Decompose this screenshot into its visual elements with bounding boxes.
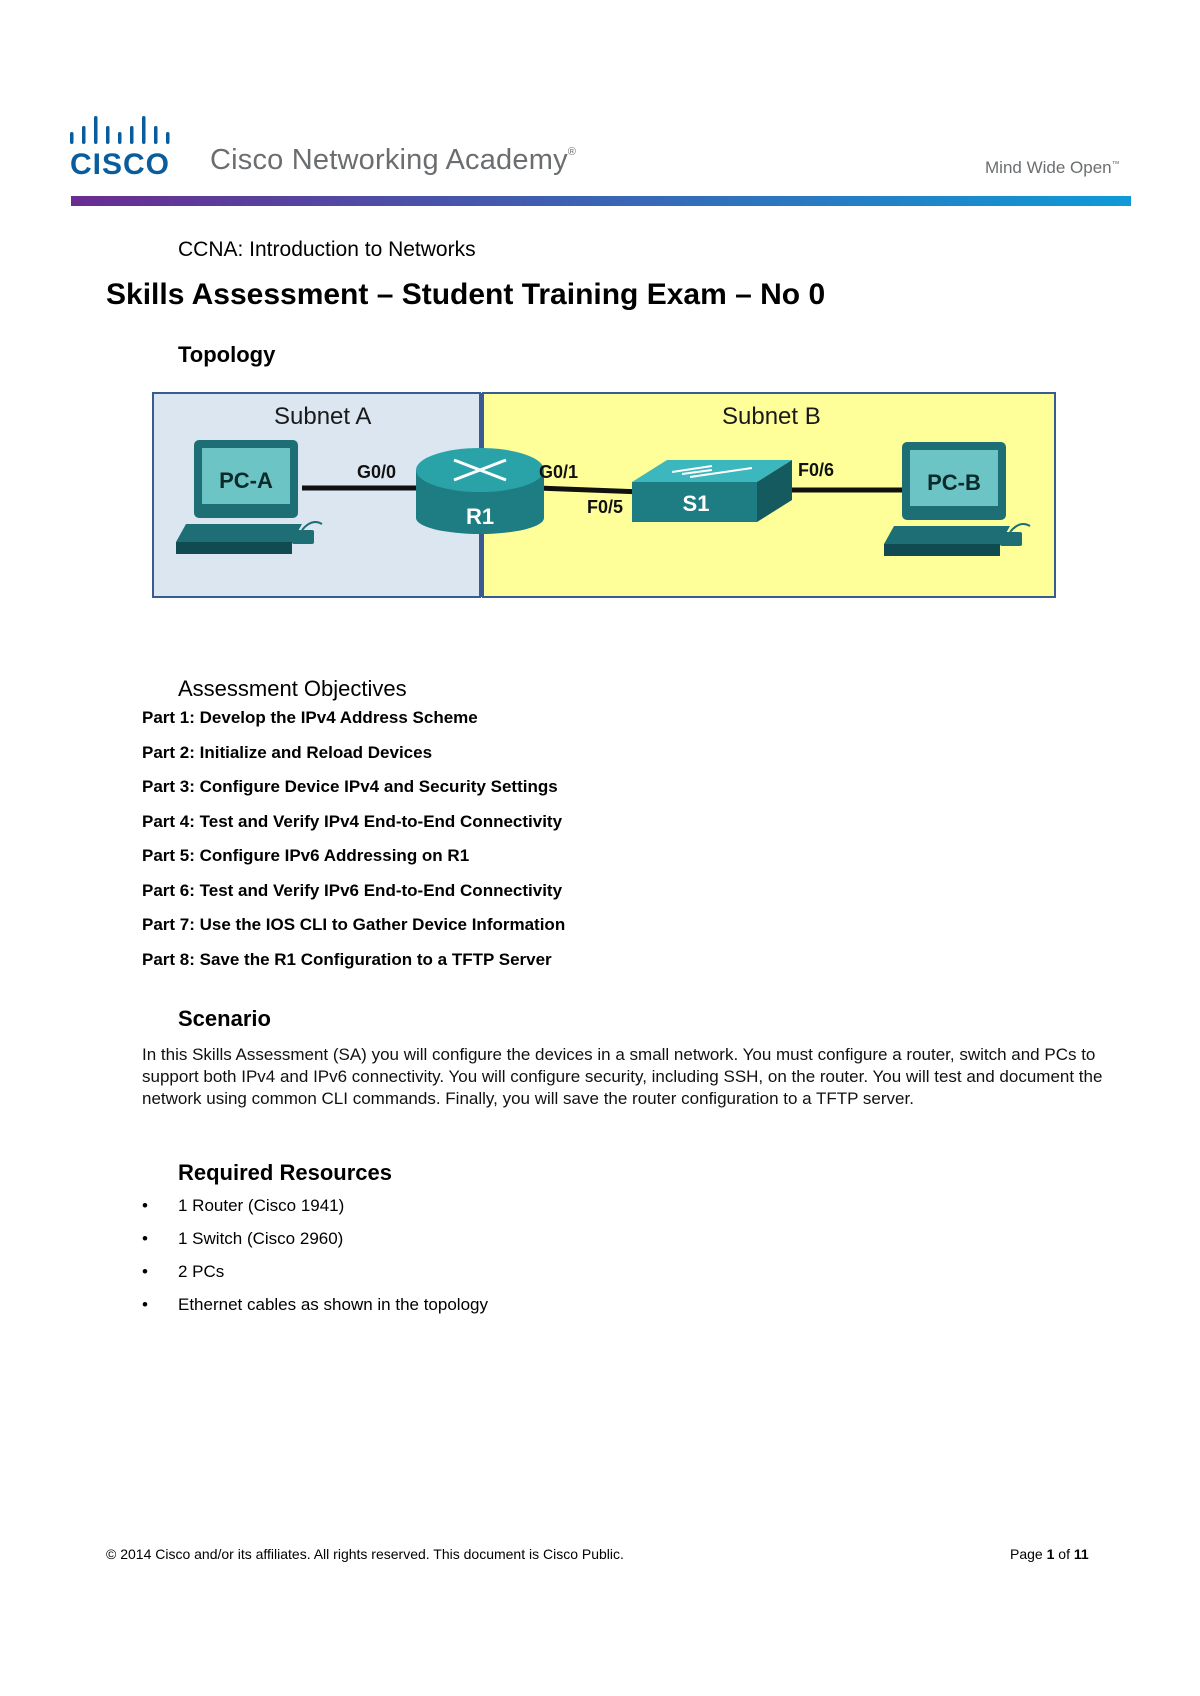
subnet-a-label: Subnet A <box>274 403 372 430</box>
tagline: Mind Wide Open™ <box>985 158 1120 177</box>
router-label: R1 <box>465 504 495 529</box>
objective-item: Part 2: Initialize and Reload Devices <box>142 742 433 762</box>
scenario-text: In this Skills Assessment (SA) you will configure the devices in a small network. You must configure a router, switch and PCs to support both IPv4 and IPv6 connectivity. You will configure security, including SSH, on the router. You will test and document the network using common CLI commands. Finally, you will save the router configuration to a TFTP server. <box>142 1045 1103 1108</box>
objectives-list <box>142 708 565 984</box>
router-r1-icon <box>416 448 544 534</box>
objective-item: Part 3: Configure Device IPv4 and Security Settings <box>142 777 558 796</box>
bullet: • <box>142 1295 148 1314</box>
resource-item: • 2 PCs <box>142 1262 225 1281</box>
port-label-f06: F0/6 <box>798 460 835 480</box>
footer-copyright: © 2014 Cisco and/or its affiliates. All rights reserved. This document is Cisco Public. <box>106 1546 624 1562</box>
objective-item: Part 6: Test and Verify IPv6 End-to-End Connectivity <box>142 880 563 900</box>
resource-item: • 1 Switch (Cisco 2960) <box>142 1229 344 1248</box>
page-title: Skills Assessment – Student Training Exam – No 0 <box>106 278 826 311</box>
port-label-g00: G0/0 <box>357 462 397 482</box>
objectives-heading: Assessment Objectives <box>178 676 407 701</box>
objective-item: Part 7: Use the IOS CLI to Gather Device Information <box>142 915 566 934</box>
topology-diagram <box>152 392 1056 598</box>
brand-bar <box>71 196 1131 206</box>
cisco-logo-word: CISCO <box>70 148 171 181</box>
resource-item: • 1 Router (Cisco 1941) <box>142 1196 345 1215</box>
switch-label: S1 <box>682 491 710 516</box>
pc-b-label: PC-B <box>927 470 981 495</box>
objective-item: Part 4: Test and Verify IPv4 End-to-End Connectivity <box>142 811 563 831</box>
resources-list <box>142 1196 488 1328</box>
port-label-g01: G0/1 <box>539 462 579 482</box>
page-number: Page 1 of 11 <box>1010 1546 1089 1562</box>
switch-s1-icon <box>632 460 792 522</box>
resource-item: • Ethernet cables as shown in the topology <box>142 1295 488 1314</box>
scenario-heading: Scenario <box>178 1006 271 1031</box>
port-label-f05: F0/5 <box>587 497 624 517</box>
topology-heading: Topology <box>178 342 276 367</box>
bullet: • <box>142 1229 148 1248</box>
objective-item: Part 5: Configure IPv6 Addressing on R1 <box>142 846 470 865</box>
bullet: • <box>142 1196 148 1215</box>
objective-item: Part 1: Develop the IPv4 Address Scheme <box>142 708 478 727</box>
objective-item: Part 8: Save the R1 Configuration to a TFTP Server <box>142 949 552 969</box>
subnet-b-label: Subnet B <box>722 403 821 430</box>
pc-a-label: PC-A <box>219 468 273 493</box>
resources-heading: Required Resources <box>178 1160 392 1185</box>
academy-name: Cisco Networking Academy® <box>210 144 577 176</box>
bullet: • <box>142 1262 148 1281</box>
course-name: CCNA: Introduction to Networks <box>178 238 476 261</box>
cisco-logo <box>68 112 178 182</box>
